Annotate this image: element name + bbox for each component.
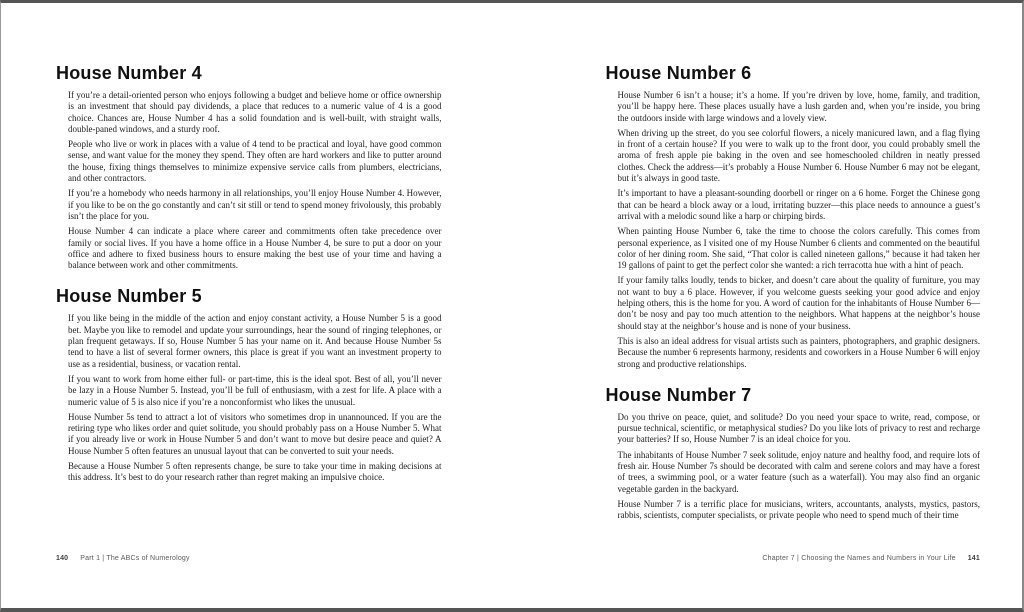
section-body [56, 90, 442, 271]
paragraph: Do you thrive on peace, quiet, and solitude? Do you need your space to write, read, compose, or pursue technical, scientific, or metaphysical studies? Do you like lots of privacy to rest and recharge your batteries? If so, House Number 7 is an ideal choice for you. [617, 411, 980, 445]
page-number-left: 140 [56, 555, 69, 562]
paragraph: People who live or work in places with a value of 4 tend to be practical and loyal, have good common sense, and want value for the money they spend. They often are hard workers and like to putter around the house, fixing things themselves to minimize expensive service calls from plumbers, electricians, and other contractors. [68, 139, 442, 184]
page-right-content [606, 62, 981, 522]
section-house-number-6 [606, 62, 981, 370]
paragraph: If you’re a homebody who needs harmony in all relationships, you’ll enjoy House Number 4. However, if you like to be on the go constantly and can’t sit still or tend to spend money frivolously, this probably isn’t the place for you. [68, 188, 442, 221]
page-right-footer [762, 555, 980, 562]
running-header-left: Part 1 | The ABCs of Numerology [80, 555, 190, 562]
paragraph: If your family talks loudly, tends to bicker, and doesn’t care about the quality of furniture, you may not want to buy a 6 place. However, if you welcome guests seeking your good advice and enjoy helping others, this is the home for you. A word of caution for the inhabitants of House Number 6—don’t be nosy and pay too much attention to the neighbors. What happens at the neighbor’s house should stay at the neighbor’s house and is none of your business. [617, 275, 980, 331]
paragraph: When painting House Number 6, take the time to choose the colors carefully. This comes from personal experience, as I visited one of my House Number 6 clients and commented on the beautiful color of her dining room. She said, “That color is called nineteen gallons,” because it had taken her 19 gallons of paint to get the perfect color she wanted: a rich terracotta hue with a hint of peach. [617, 226, 980, 271]
paragraph: House Number 7 is a terrific place for musicians, writers, accountants, analysts, mystics, pastors, rabbis, scientists, computer specialists, or private people who need to spend much of their time [617, 498, 980, 521]
paragraph: House Number 5s tend to attract a lot of visitors who sometimes drop in unannounced. If you are the retiring type who likes order and quiet solitude, you should probably pass on a House Number 5. What if you already live or work in House Number 5 and don’t want to move but desire peace and quiet? A House Number 5 often features an unusual layout that can be converted to suit your needs. [68, 411, 442, 456]
page-left [1, 3, 512, 608]
running-header-right: Chapter 7 | Choosing the Names and Numbers in Your Life [762, 555, 956, 562]
section-body [606, 90, 981, 370]
section-heading-house-number-5: House Number 5 [56, 286, 202, 307]
section-body [606, 412, 981, 522]
section-heading-house-number-7: House Number 7 [605, 384, 752, 405]
page-left-content [56, 62, 442, 484]
section-heading-house-number-6: House Number 6 [605, 63, 752, 83]
page-right [512, 3, 1023, 608]
section-body [56, 313, 442, 483]
paragraph: This is also an ideal address for visual artists such as painters, photographers, and graphic designers. Because the number 6 represents harmony, residents and coworkers in a House Number 6 will enjoy strong and productive relationships. [617, 335, 980, 369]
paragraph: The inhabitants of House Number 7 seek solitude, enjoy nature and healthy food, and require lots of fresh air. House Number 7s should be decorated with calm and serene colors and may have a forest of trees, a swimming pool, or a water feature (such as a waterfall). You may also find an organic vegetable garden in the backyard. [617, 449, 980, 494]
section-house-number-7 [606, 384, 981, 522]
section-house-number-4 [56, 62, 442, 271]
paragraph: When driving up the street, do you see colorful flowers, a nicely manicured lawn, and a flag flying in front of a certain house? If you were to walk up to the front door, you could probably smell the aroma of fresh apple pie baking in the oven and see homeschooled children in neatly pressed clothes. Check the address—it’s probably a House Number 6. House Number 6 may not be elegant, but it’s always in good taste. [617, 127, 980, 184]
paragraph: If you like being in the middle of the action and enjoy constant activity, a House Number 5 is a good bet. Maybe you like to remodel and update your surroundings, hear the sound of ringing telephones, or plan frequent getaways. If so, House Number 5 has your name on it. And because House Number 5s tend to have a list of several former owners, this place is great if you want an investment property to use as a residential, business, or vacation rental. [68, 313, 442, 369]
paragraph: It’s important to have a pleasant-sounding doorbell or ringer on a 6 home. Forget the Chinese gong that can be heard a block away or a loud, irritating buzzer—this place needs to announce a guest’s arrival with a melodic sound like a harp or chirping birds. [617, 188, 980, 221]
section-heading-house-number-4: House Number 4 [56, 63, 202, 83]
page-left-footer [56, 555, 190, 562]
paragraph: If you’re a detail-oriented person who enjoys following a budget and believe home or office ownership is an investment that should pay dividends, a place that reduces to a numeric value of 4 is a good choice. Chances are, House Number 4 has a solid foundation and is well-built, with straight walls, double-paned windows, and a sturdy roof. [68, 90, 442, 134]
paragraph: If you want to work from home either full- or part-time, this is the ideal spot. Best of all, you’ll never be lazy in a House Number 5. Instead, you’ll be full of enthusiasm, with a zest for life. A place with a numeric value of 5 is also nice if you’re a nonconformist who likes the unusual. [68, 373, 442, 407]
paragraph: Because a House Number 5 often represents change, be sure to take your time in making decisions at this address. It’s best to do your research rather than regret making an impulsive choice. [68, 461, 442, 483]
page-number-right: 141 [967, 555, 980, 562]
paragraph: House Number 4 can indicate a place where career and commitments often take precedence over family or social lives. If you have a home office in a House Number 4, be sure to put a door on your office and adhere to fixed business hours to ensure making the best use of your time and having a balance between work and other commitments. [68, 226, 442, 271]
paragraph: House Number 6 isn’t a house; it’s a home. If you’re driven by love, home, family, and tradition, you’ll be happy here. These places usually have a lush garden and, when you’re inside, you bring the outdoors inside with large windows and a lovely view. [617, 90, 980, 123]
section-house-number-5 [56, 285, 442, 483]
